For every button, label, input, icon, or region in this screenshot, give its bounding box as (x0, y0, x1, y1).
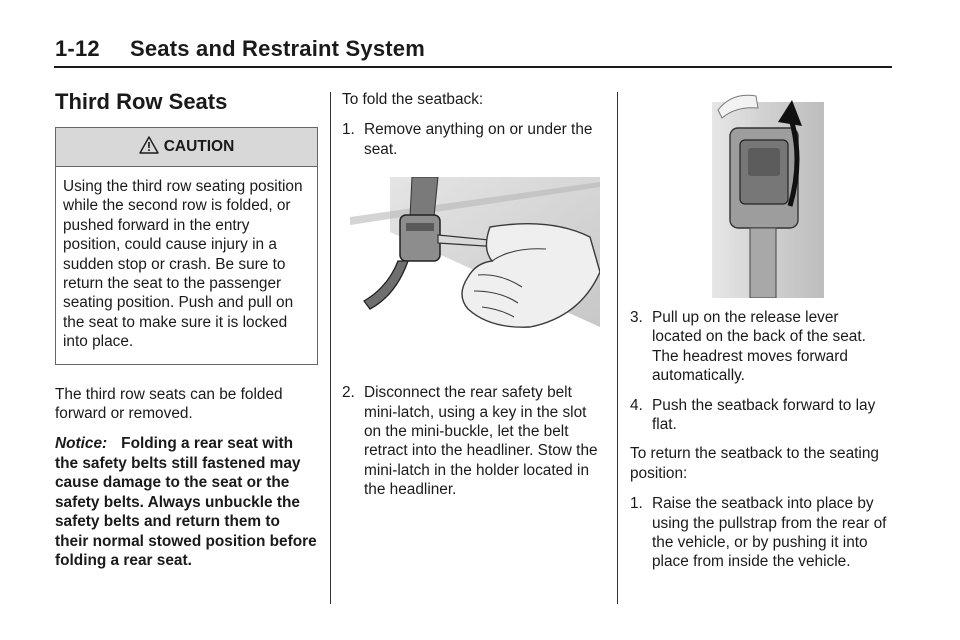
column-divider (617, 92, 618, 604)
caution-label: CAUTION (163, 138, 235, 156)
step-text: Remove anything on or under the seat. (364, 121, 593, 158)
step-text: Pull up on the release lever located on the back of the seat. The headrest moves forward automatically. (652, 309, 866, 385)
return-lead: To return the seatback to the seating position: (630, 445, 879, 482)
step-item (342, 383, 607, 499)
mini-latch-key-illustration (350, 177, 600, 357)
column-divider (330, 92, 331, 604)
step-item (630, 308, 892, 386)
release-lever-illustration (712, 88, 824, 298)
step-number: 4. (630, 396, 643, 414)
caution-text: Using the third row seating position while the second row is folded, or pushed forward in the entry position, could cause injury in a sudden stop or crash. Be sure to return the seat to the passenger seating position. Push and pull on the seat to make sure it is locked into place. (63, 178, 303, 351)
caution-header (56, 128, 317, 167)
step-number: 1. (630, 495, 643, 513)
step-item (342, 120, 607, 159)
warning-triangle-icon (139, 136, 159, 154)
fold-lead: To fold the seatback: (342, 91, 484, 108)
step-number: 3. (630, 309, 643, 326)
section-title: Seats and Restraint System (130, 36, 425, 61)
notice-text: Folding a rear seat with the safety belts still fastened may cause damage to the seat or the safety belts. Always unbuckle the safety belts and return them to their normal stowed position before folding a rear seat. (55, 435, 317, 569)
step-item (630, 494, 892, 572)
column-1 (55, 90, 317, 581)
column-2 (342, 90, 607, 510)
step-text: Disconnect the rear safety belt mini-latch, using a key in the slot on the mini-buckle, let the belt retract into the headliner. Stow the mini-latch in the holder located in the headliner. (364, 384, 598, 499)
step-number: 1. (342, 121, 355, 139)
notice-paragraph (55, 434, 317, 570)
notice-label: Notice: (55, 435, 108, 453)
page-number: 1-12 (55, 36, 100, 61)
intro-text: The third row seats can be folded forward or removed. (55, 385, 283, 423)
page-heading: Third Row Seats (55, 89, 228, 114)
page-header (54, 30, 892, 68)
step-text: Raise the seatback into place by using the pullstrap from the rear of the vehicle, or by pushing it into place from inside the vehicle. (652, 495, 887, 571)
step-text: Push the seatback forward to lay flat. (652, 396, 876, 434)
column-3 (630, 90, 892, 582)
caution-box (55, 127, 318, 365)
step-item (630, 396, 892, 435)
step-number: 2. (342, 384, 355, 402)
